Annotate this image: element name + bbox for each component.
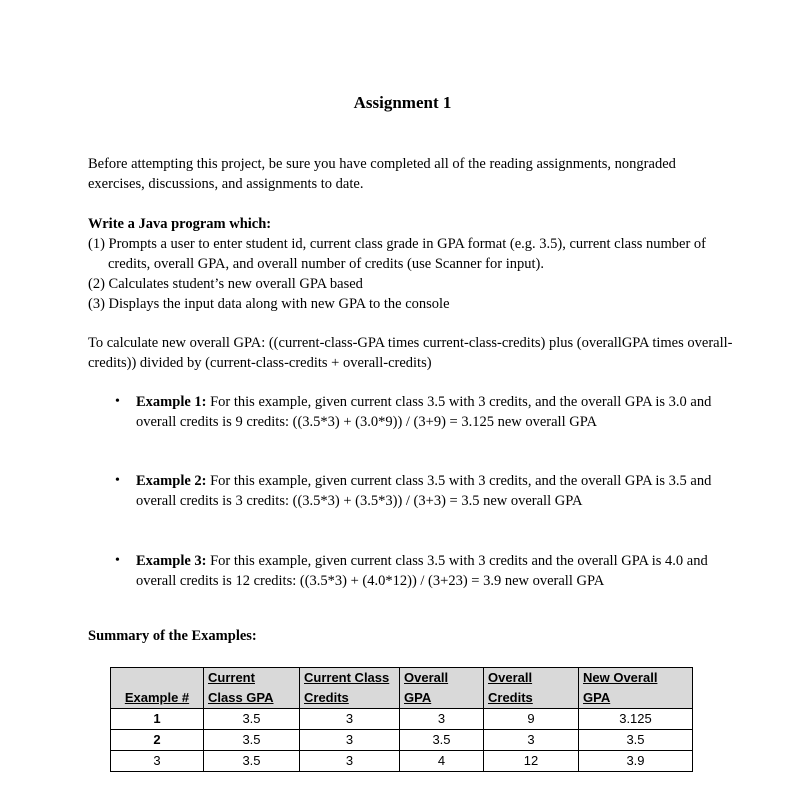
table-cell: 2 (111, 730, 204, 751)
intro-paragraph: Before attempting this project, be sure you have completed all of the reading assignments, nongraded exercises, discussions, and assignments to date. (88, 156, 676, 192)
bullet-icon: • (115, 553, 120, 568)
example-label: Example 1: (136, 394, 207, 410)
calculation-paragraph: To calculate new overall GPA: ((current-class-GPA times current-class-credits) plus (overallGPA times overall-credits)) divided by (current-class-credits + overall-credits) (88, 335, 733, 371)
table-cell: 3.5 (204, 730, 300, 751)
table-header-cell: Overall (484, 668, 579, 689)
table-cell: 3.5 (400, 730, 484, 751)
table-header-cell: New Overall (579, 668, 693, 689)
table-cell: 1 (111, 709, 204, 730)
bullet-icon: • (115, 394, 120, 409)
table-row (111, 730, 693, 751)
example-text: For this example, given current class 3.5 with 3 credits, and the overall GPA is 3.0 and overall credits is 9 credits: ((3.5*3) + (3.0*9)) / (3+9) = 3.125 new overall GPA (136, 394, 712, 430)
table-cell: 3.125 (579, 709, 693, 730)
example-text: For this example, given current class 3.5 with 3 credits and the overall GPA is 4.0 and overall credits is 12 credits: ((3.5*3) + (4.0*12)) / (3+23) = 3.9 new overall GPA (136, 553, 708, 589)
table-cell: 3 (300, 751, 400, 772)
example-bullet (112, 392, 712, 432)
summary-heading: Summary of the Examples: (88, 628, 257, 644)
table-header-row (111, 668, 693, 689)
table-header-row (111, 688, 693, 709)
table-header-cell: Credits (484, 688, 579, 709)
table-cell: 9 (484, 709, 579, 730)
requirements-heading: Write a Java program which: (88, 216, 272, 232)
table-row (111, 709, 693, 730)
table-header-cell: GPA (400, 688, 484, 709)
table-row (111, 751, 693, 772)
table-cell: 3 (300, 730, 400, 751)
summary-table (110, 667, 693, 772)
table-header-cell: Overall (400, 668, 484, 689)
table-header-cell (111, 668, 204, 689)
table-cell: 3.5 (579, 730, 693, 751)
table-cell: 3 (111, 751, 204, 772)
example-label: Example 2: (136, 473, 207, 489)
requirement-item: (2) Calculates student’s new overall GPA based (88, 276, 363, 292)
example-text: For this example, given current class 3.5 with 3 credits, and the overall GPA is 3.5 and overall credits is 3 credits: ((3.5*3) + (3.5*3)) / (3+3) = 3.5 new overall GPA (136, 473, 712, 509)
example-label: Example 3: (136, 553, 207, 569)
example-bullet (112, 471, 712, 511)
example-bullet (112, 551, 712, 591)
table-header-cell: Example # (111, 688, 204, 709)
bullet-icon: • (115, 473, 120, 488)
table-cell: 3.5 (204, 709, 300, 730)
table-cell: 3 (300, 709, 400, 730)
table-header-cell: Class GPA (204, 688, 300, 709)
table-cell: 3 (484, 730, 579, 751)
table-cell: 3 (400, 709, 484, 730)
table-header-cell: GPA (579, 688, 693, 709)
requirement-item: (3) Displays the input data along with new GPA to the console (88, 296, 450, 312)
table-cell: 3.5 (204, 751, 300, 772)
table-header-cell: Current (204, 668, 300, 689)
table-header-cell: Credits (300, 688, 400, 709)
table-cell: 3.9 (579, 751, 693, 772)
requirements-section (88, 214, 728, 314)
requirement-item: (1) Prompts a user to enter student id, current class grade in GPA format (e.g. 3.5), current class number of credits, overall GPA, and overall number of credits (use Scanner for input). (88, 236, 706, 272)
table-cell: 12 (484, 751, 579, 772)
page-title: Assignment 1 (353, 93, 452, 112)
table-header-cell: Current Class (300, 668, 400, 689)
table-cell: 4 (400, 751, 484, 772)
